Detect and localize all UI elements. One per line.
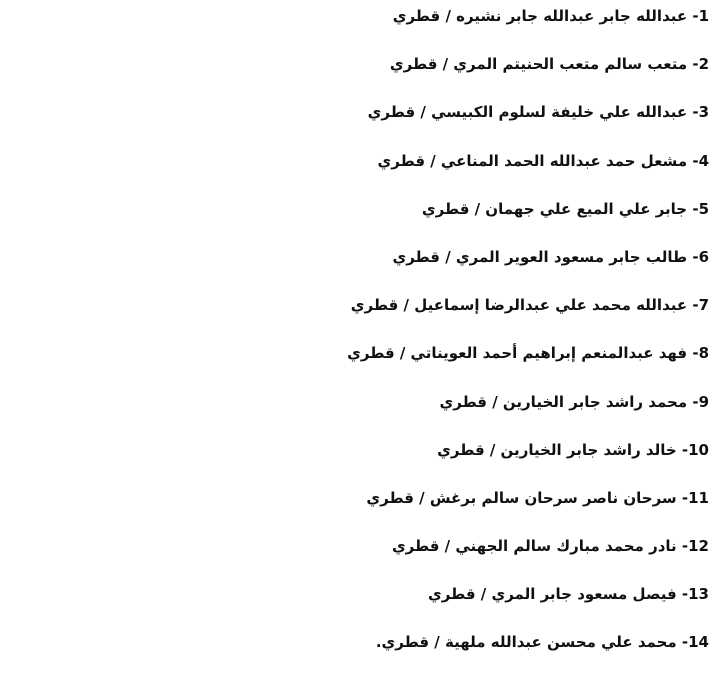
list-item: 9- محمد راشد جابر الخيارين / قطري — [439, 392, 709, 411]
list-item: 10- خالد راشد جابر الخيارين / قطري — [437, 440, 709, 459]
list-item: 3- عبدالله علي خليفة لسلوم الكبيسي / قطري — [367, 103, 709, 122]
list-item: 13- فيصل مسعود جابر المري / قطري — [428, 585, 709, 604]
list-item: 1- عبدالله جابر عبدالله جابر نشيره / قطري — [392, 7, 709, 25]
list-item: 12- نادر محمد مبارك سالم الجهني / قطري — [391, 537, 709, 556]
list-item: 2- متعب سالم متعب الحنيتم المري / قطري — [389, 55, 709, 74]
names-list — [9, 0, 709, 675]
list-item: 14- محمد علي محسن عبدالله ملهية / قطري. — [375, 633, 709, 652]
list-item: 8- فهد عبدالمنعم إبراهيم أحمد العويناتي / قطري — [347, 344, 709, 363]
list-item: 6- طالب جابر مسعود العوير المري / قطري — [392, 247, 709, 266]
list-item: 5- جابر علي الميع علي جهمان / قطري — [421, 199, 709, 218]
list-item: 11- سرحان ناصر سرحان سالم برغش / قطري — [366, 488, 709, 507]
list-item: 4- مشعل حمد عبدالله الحمد المناعي / قطري — [377, 151, 709, 170]
list-item: 7- عبدالله محمد علي عبدالرضا إسماعيل / قطري — [350, 296, 709, 315]
